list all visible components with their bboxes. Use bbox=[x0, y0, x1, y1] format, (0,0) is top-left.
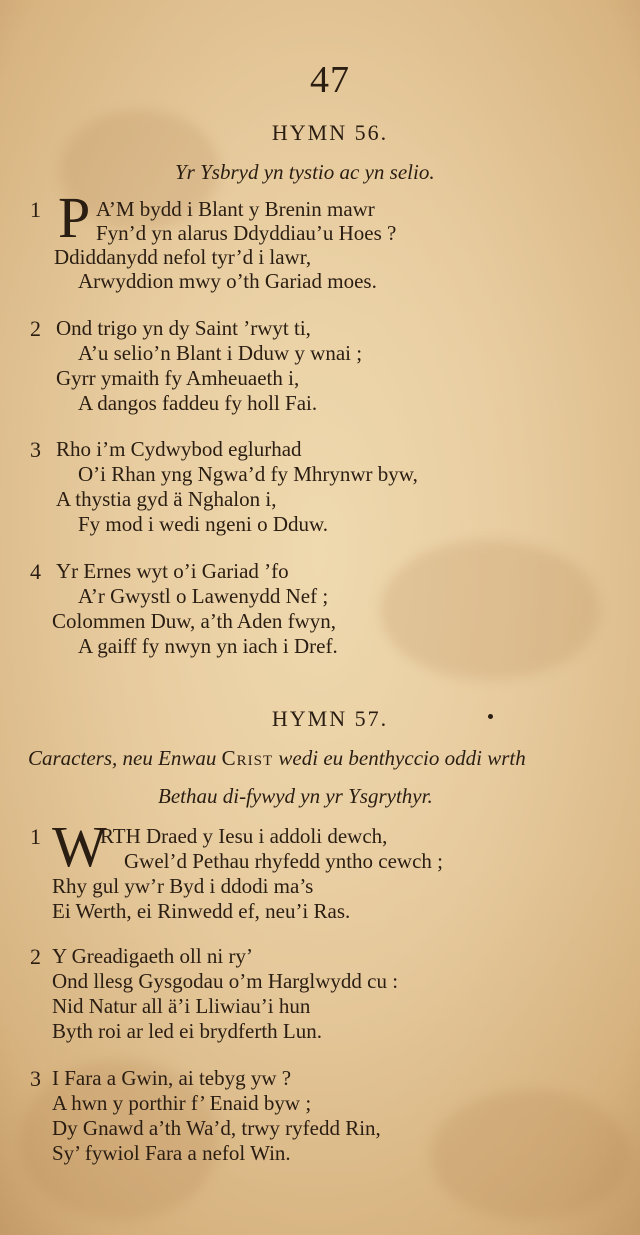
paper-stain bbox=[380, 540, 600, 680]
verse-line: A’u selio’n Blant i Dduw y wnai ; bbox=[78, 341, 363, 365]
verse-line: Yr Ernes wyt o’i Gariad ’fo bbox=[56, 559, 289, 583]
stanza-number: 1 bbox=[30, 824, 41, 849]
hymn-title: HYMN 57. bbox=[271, 706, 389, 731]
subtitle-part: Caracters, neu Enwau bbox=[28, 746, 217, 770]
verse-line: Colommen Duw, a’th Aden fwyn, bbox=[52, 609, 337, 633]
stanza-number: 3 bbox=[30, 1066, 41, 1091]
verse-line: A’r Gwystl o Lawenydd Nef ; bbox=[78, 584, 329, 608]
verse-line: A gaiff fy nwyn yn iach i Dref. bbox=[78, 634, 338, 658]
verse-line: A dangos faddeu fy holl Fai. bbox=[78, 391, 318, 415]
verse-line: Rhy gul yw’r Byd i ddodi ma’s bbox=[52, 874, 314, 898]
verse-line: Rho i’m Cydwybod eglurhad bbox=[56, 437, 302, 461]
verse-line: Ond trigo yn dy Saint ’rwyt ti, bbox=[56, 316, 311, 340]
ink-dot bbox=[488, 714, 493, 719]
hymn-subtitle-line2: Bethau di-fywyd yn yr Ysgrythyr. bbox=[158, 784, 433, 808]
verse-line: Ond llesg Gysgodau o’m Harglwydd cu : bbox=[52, 969, 399, 993]
verse-line: Ddiddanydd nefol tyr’d i lawr, bbox=[54, 245, 312, 269]
verse-line: Gyrr ymaith fy Amheuaeth i, bbox=[56, 366, 300, 390]
hymn-title: HYMN 56. bbox=[271, 120, 389, 145]
subtitle-part: wedi eu benthyccio oddi wrth bbox=[278, 746, 526, 770]
subtitle-name: Crist bbox=[221, 746, 274, 770]
verse-line: O’i Rhan yng Ngwa’d fy Mhrynwr byw, bbox=[78, 462, 418, 486]
stanza-number: 1 bbox=[30, 197, 41, 222]
verse-line: Fyn’d yn alarus Ddyddiau’u Hoes ? bbox=[96, 221, 397, 245]
verse-line: Arwyddion mwy o’th Gariad moes. bbox=[78, 269, 377, 293]
verse-line: RTH Draed y Iesu i addoli dewch, bbox=[100, 824, 388, 848]
verse-line: Y Greadigaeth oll ni ry’ bbox=[52, 944, 253, 968]
hymn-subtitle bbox=[28, 746, 526, 771]
stanza-number: 2 bbox=[30, 944, 41, 969]
verse-line: A thystia gyd ä Nghalon i, bbox=[56, 487, 277, 511]
page-number: 47 bbox=[310, 59, 350, 101]
verse-line: Nid Natur all ä’i Lliwiau’i hun bbox=[52, 994, 311, 1018]
verse-line: Gwel’d Pethau rhyfedd yntho cewch ; bbox=[124, 849, 443, 873]
verse-line: Sy’ fywiol Fara a nefol Win. bbox=[52, 1141, 291, 1165]
stanza-number: 4 bbox=[30, 559, 41, 584]
verse-line: A’M bydd i Blant y Brenin mawr bbox=[96, 197, 375, 221]
verse-line: Fy mod i wedi ngeni o Dduw. bbox=[78, 512, 329, 536]
hymn-subtitle: Yr Ysbryd yn tystio ac yn selio. bbox=[175, 160, 435, 184]
verse-line: Byth roi ar led ei brydferth Lun. bbox=[52, 1019, 323, 1043]
stanza-number: 2 bbox=[30, 316, 41, 341]
verse-line: I Fara a Gwin, ai tebyg yw ? bbox=[52, 1066, 292, 1090]
drop-cap: W bbox=[52, 814, 107, 879]
verse-line: A hwn y porthir f’ Enaid byw ; bbox=[52, 1091, 312, 1115]
verse-line: Ei Werth, ei Rinwedd ef, neu’i Ras. bbox=[52, 899, 351, 923]
drop-cap: P bbox=[58, 185, 91, 250]
paper-stain bbox=[430, 1090, 630, 1220]
stanza-number: 3 bbox=[30, 437, 41, 462]
verse-line: Dy Gnawd a’th Wa’d, trwy ryfedd Rin, bbox=[52, 1116, 381, 1140]
